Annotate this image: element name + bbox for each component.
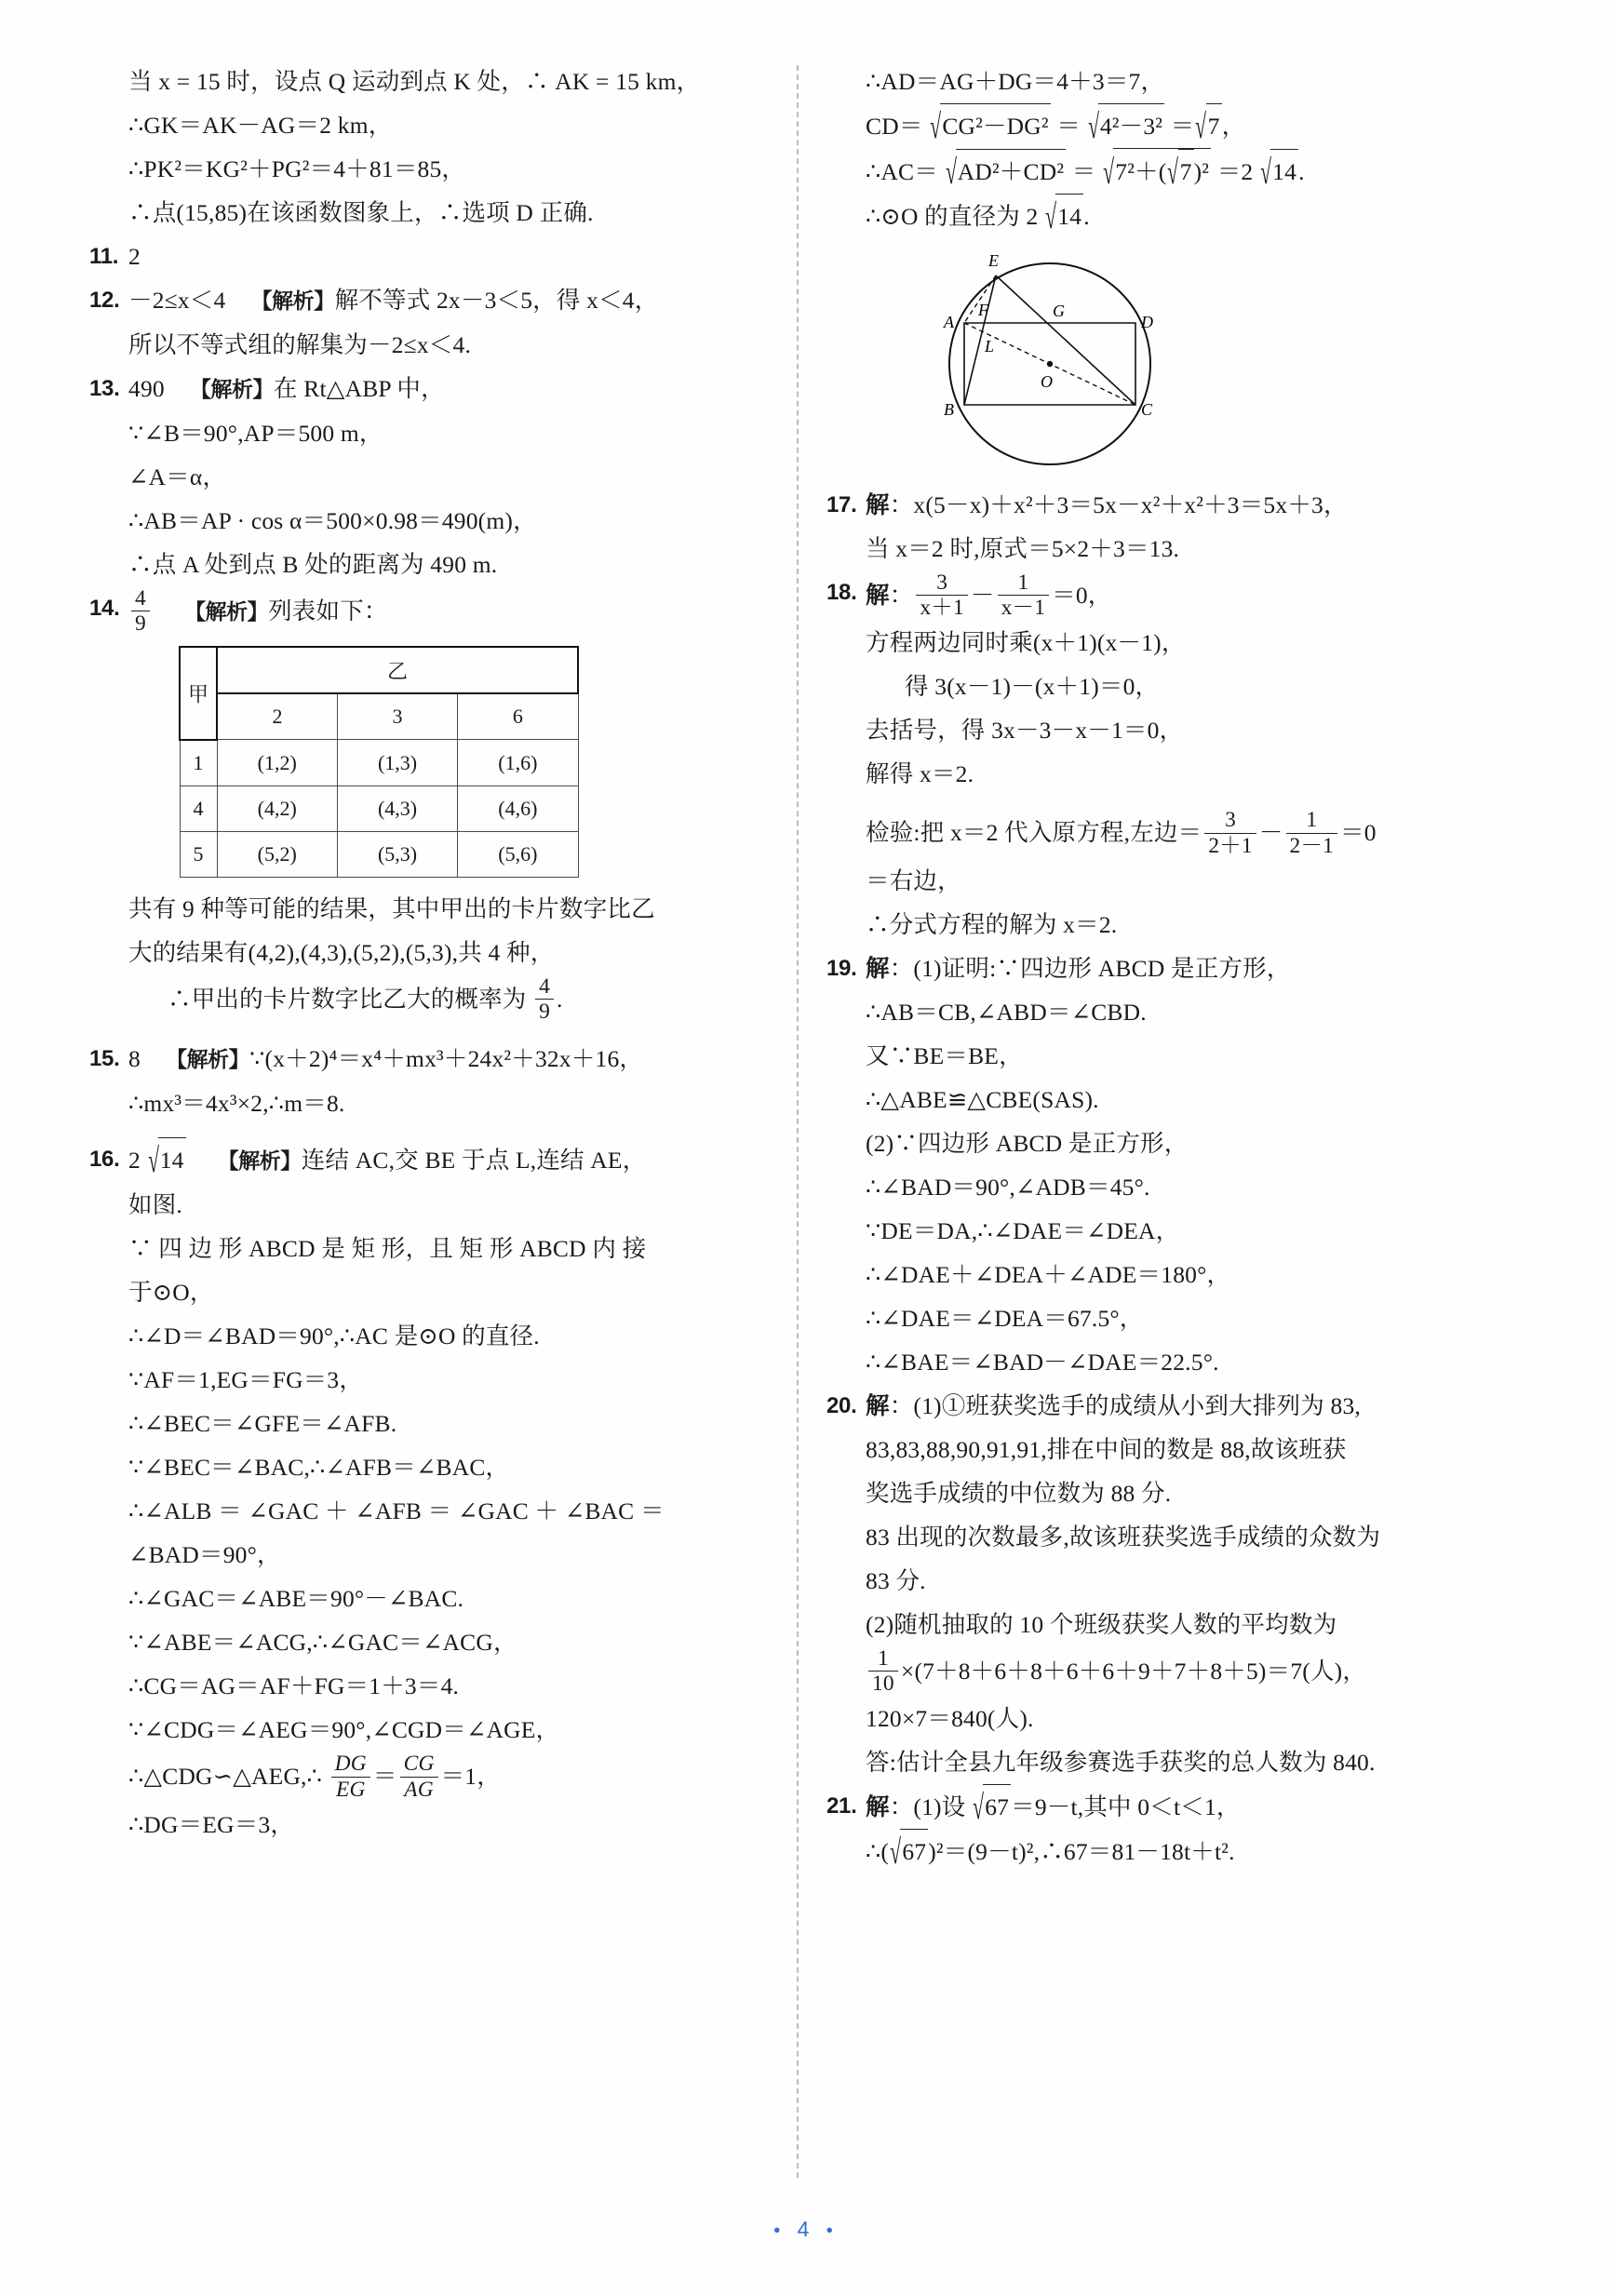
solution-label: 解 xyxy=(866,954,890,982)
item-number: 19. xyxy=(826,955,857,981)
cd-suffix: ， xyxy=(1221,113,1246,140)
fraction-denominator: 10 xyxy=(872,1672,894,1697)
solution-first-line xyxy=(866,1384,1478,1428)
verification-line xyxy=(866,808,1478,858)
solution-line: 83 分. xyxy=(866,1566,926,1594)
table-cell: (5,6) xyxy=(458,831,578,877)
analysis-line: 共有 9 种等可能的结果，其中甲出的卡片数字比乙 xyxy=(128,894,655,922)
solution-suffix: ＝9－t,其中 0＜t＜1， xyxy=(1011,1793,1241,1821)
analysis-first-line: 在 Rt△ABP 中， xyxy=(274,375,445,402)
row-axis-label: 甲 xyxy=(188,683,209,707)
solution-line: 83,83,88,90,91,91,排在中间的数是 88,故该班获 xyxy=(866,1435,1347,1463)
analysis-line: 所以不等式组的解集为－2≤x＜4. xyxy=(128,331,472,358)
solution-line: 又∵BE＝BE， xyxy=(866,1041,1023,1069)
item-number: 14. xyxy=(89,596,120,621)
solution-label: 解 xyxy=(866,1391,890,1419)
verification-prefix: 检验:把 x＝2 代入原方程,左边＝ xyxy=(866,819,1202,847)
answer-coefficient: 2 xyxy=(128,1147,141,1175)
intro-line-2: ∴GK＝AK－AG＝2 km， xyxy=(128,112,393,139)
similar-triangles-line xyxy=(128,1752,741,1802)
fraction-denominator: x＋1 xyxy=(920,596,964,621)
fraction-denominator: EG xyxy=(335,1777,366,1802)
solution-line: 解得 x＝2. xyxy=(866,760,974,788)
similar-suffix: ＝1， xyxy=(440,1763,501,1791)
fraction-numerator: 3 xyxy=(916,571,968,596)
outcomes-table xyxy=(179,646,579,878)
answer-item-15 xyxy=(89,1037,741,1125)
item-number: 21. xyxy=(826,1793,857,1819)
sqrt-icon: √CG²－DG² xyxy=(929,103,1051,148)
similar-prefix: ∴△CDG∽△AEG,∴ xyxy=(128,1763,323,1791)
radicand: 14 xyxy=(158,1137,186,1182)
sqrt-icon: √4²－3² xyxy=(1087,103,1165,148)
table-cell: (1,2) xyxy=(217,740,337,786)
table-row xyxy=(180,785,578,831)
fraction-numerator: 1 xyxy=(1286,808,1338,833)
segment-EC xyxy=(996,275,1135,405)
item-answer-with-tag xyxy=(128,1137,741,1183)
ratio-fraction-1 xyxy=(331,1752,370,1802)
solution-line-2 xyxy=(866,1829,1478,1873)
solution-line: 当 x＝2 时,原式＝5×2＋3＝13. xyxy=(866,535,1180,562)
analysis-line: ∵∠ABE＝∠ACG,∴∠GAC＝∠ACG， xyxy=(128,1629,517,1657)
final-line: ∴DG＝EG＝3， xyxy=(128,1810,295,1838)
table-cell: (1,3) xyxy=(337,740,457,786)
solution-label: 解 xyxy=(866,582,890,610)
table-cell: (4,2) xyxy=(217,785,337,831)
answer-item-19 xyxy=(826,947,1478,1384)
solution-first-line xyxy=(866,947,1478,990)
fraction-denominator: 9 xyxy=(539,1000,551,1025)
table-cell: (5,3) xyxy=(337,831,457,877)
item-answer: 490 xyxy=(128,375,165,402)
sqrt-icon: √14 xyxy=(147,1137,186,1182)
answer-item-21 xyxy=(826,1784,1478,1873)
item-number: 18. xyxy=(826,580,857,605)
table-cell: (1,6) xyxy=(458,740,578,786)
solution-line: ∴△ABE≌△CBE(SAS). xyxy=(866,1085,1099,1113)
item-answer: 2 xyxy=(128,243,141,270)
item-answer: 8 xyxy=(128,1045,141,1073)
radicand: 4²－3² xyxy=(1098,103,1164,148)
inner-radicand: 7 xyxy=(1178,149,1194,194)
label-A: A xyxy=(944,313,954,331)
item-answer-with-tag xyxy=(128,367,741,411)
intro-line-4: ∴点(15,85)在该函数图象上，∴选项 D 正确. xyxy=(128,199,594,226)
analysis-line: ∵AF＝1,EG＝FG＝3， xyxy=(128,1366,364,1394)
solution-line: 去括号，得 3x－3－x－1＝0， xyxy=(866,717,1184,745)
item-number: 11. xyxy=(89,244,119,269)
sqrt-icon: √67 xyxy=(972,1784,1011,1829)
conclusion-line xyxy=(128,974,741,1025)
radicand: 14 xyxy=(1055,194,1083,238)
col-header: 2 xyxy=(217,693,337,740)
fraction-denominator: x－1 xyxy=(1001,596,1046,621)
table-cell: (5,2) xyxy=(217,831,337,877)
fraction-1 xyxy=(916,571,968,621)
analysis-tag: 【解析】 xyxy=(190,377,275,401)
answer-item-16 xyxy=(89,1137,741,1846)
item-answer: －2≤x＜4 xyxy=(128,287,226,314)
item-number: 16. xyxy=(89,1147,120,1173)
col-header: 3 xyxy=(337,693,457,740)
analysis-line: ∴AB＝AP · cos α＝500×0.98＝490(m)， xyxy=(128,507,537,534)
cd-computation-line xyxy=(826,103,1478,148)
solution-line: (2)∵四边形 ABCD 是正方形， xyxy=(866,1129,1189,1157)
analysis-tag: 【解析】 xyxy=(250,289,335,313)
fraction-denominator: 2－1 xyxy=(1289,833,1335,858)
solution-line: ＝右边， xyxy=(866,866,961,894)
table-subheader-row xyxy=(180,693,578,740)
solution-label: 解 xyxy=(866,1793,890,1821)
radicand: AD²＋CD² xyxy=(956,149,1066,194)
equals-sign: ＝ xyxy=(1170,113,1195,140)
label-O: O xyxy=(1041,372,1053,391)
sqrt-icon: √7²＋(√7)² xyxy=(1102,148,1211,194)
radicand-post: )² xyxy=(1193,158,1210,185)
analysis-line: 如图. xyxy=(128,1191,182,1219)
analysis-first-line: 列表如下： xyxy=(268,597,388,625)
radicand-pre: 7²＋( xyxy=(1115,158,1167,185)
conclusion-fraction xyxy=(535,974,554,1025)
analysis-first-line: ∵(x＋2)⁴＝x⁴＋mx³＋24x²＋32x＋16， xyxy=(249,1045,644,1073)
footer-dot-right: • xyxy=(826,2221,839,2241)
operator: － xyxy=(1258,819,1283,847)
answer-line: 答:估计全县九年级参赛选手获奖的总人数为 840. xyxy=(866,1749,1376,1777)
left-column xyxy=(89,60,774,2163)
label-D: D xyxy=(1141,313,1153,331)
item-number: 15. xyxy=(89,1046,120,1072)
colon: ： xyxy=(889,582,914,610)
fraction-denominator: 9 xyxy=(135,611,146,637)
equals-sign: ＝ xyxy=(372,1763,397,1791)
solution-line: ∴∠DAE＋∠DEA＋∠ADE＝180°， xyxy=(866,1260,1231,1288)
analysis-line: ∴∠BEC＝∠GFE＝∠AFB. xyxy=(128,1410,397,1438)
center-point-O xyxy=(1047,361,1053,367)
fraction-numerator: 1 xyxy=(868,1646,898,1672)
analysis-line: ∵∠B＝90°,AP＝500 m， xyxy=(128,420,383,447)
equals-sign: ＝ xyxy=(1056,113,1081,140)
analysis-line: ∴∠ALB ＝ ∠GAC ＋ ∠AFB ＝ ∠GAC ＋ ∠BAC ＝ xyxy=(128,1497,665,1525)
analysis-tag: 【解析】 xyxy=(184,599,269,624)
table-row xyxy=(180,740,578,786)
analysis-first-line: 解不等式 2x－3＜5，得 x＜4， xyxy=(334,287,659,314)
analysis-line: ∠A＝α， xyxy=(128,463,227,490)
analysis-tag: 【解析】 xyxy=(166,1047,250,1072)
ac-prefix: ∴AC＝ xyxy=(866,158,938,185)
table-header-row xyxy=(180,647,578,693)
sqrt-icon: √AD²＋CD² xyxy=(945,149,1067,194)
analysis-line: ∴点 A 处到点 B 处的距离为 490 m. xyxy=(128,551,498,578)
sqrt-icon: √67 xyxy=(889,1829,928,1873)
item-answer-with-tag xyxy=(128,586,741,637)
solution-text: ：x(5－x)＋x²＋3＝5x－x²＋x²＋3＝5x＋3， xyxy=(889,491,1348,518)
solution-suffix: )²＝(9－t)²,∴67＝81－18t＋t². xyxy=(928,1838,1235,1866)
radicand: 67 xyxy=(983,1784,1011,1829)
answer-item-17 xyxy=(826,483,1478,571)
answer-item-20 xyxy=(826,1384,1478,1784)
solution-line: ∴∠DAE＝∠DEA＝67.5°， xyxy=(866,1304,1144,1332)
fraction-denominator: 2＋1 xyxy=(1208,833,1253,858)
fraction-numerator: CG xyxy=(400,1752,438,1777)
fraction-denominator: AG xyxy=(404,1777,434,1802)
table-cell: (4,3) xyxy=(337,785,457,831)
equals-sign: ＝ xyxy=(1071,158,1096,185)
fraction-numerator: 3 xyxy=(1204,808,1256,833)
solution-equation-line xyxy=(866,571,1478,621)
table-cell: (4,6) xyxy=(458,785,578,831)
analysis-line: ∠BAD＝90°， xyxy=(128,1541,281,1569)
label-E: E xyxy=(988,251,999,270)
inner-sqrt-icon: √7 xyxy=(1166,149,1193,194)
solution-line: ∴∠BAE＝∠BAD－∠DAE＝22.5°. xyxy=(866,1348,1219,1376)
fraction-2 xyxy=(998,571,1050,621)
solution-line: ∴分式方程的解为 x＝2. xyxy=(866,910,1118,938)
cd-prefix: CD＝ xyxy=(866,113,923,140)
solution-line: ∵DE＝DA,∴∠DAE＝∠DEA， xyxy=(866,1216,1180,1244)
solution-line: 奖选手成绩的中位数为 88 分. xyxy=(866,1479,1172,1507)
solution-line: ∴AB＝CB,∠ABD＝∠CBD. xyxy=(866,998,1147,1026)
fraction-2 xyxy=(1286,808,1338,858)
answer-item-18 xyxy=(826,571,1478,947)
item-number: 17. xyxy=(826,492,857,517)
analysis-line: ∴∠D＝∠BAD＝90°,∴AC 是⊙O 的直径. xyxy=(128,1323,540,1350)
analysis-line: ∴∠GAC＝∠ABE＝90°－∠BAC. xyxy=(128,1585,464,1613)
page-number-footer xyxy=(0,2217,1612,2242)
sqrt-icon: √14 xyxy=(1259,149,1298,194)
label-F: F xyxy=(978,301,988,319)
operator: － xyxy=(970,582,995,610)
ac-computation-line xyxy=(826,148,1478,194)
solution-text: ：(1)证明:∵四边形 ABCD 是正方形， xyxy=(889,954,1291,982)
equals-sign: ＝2 xyxy=(1216,158,1254,185)
answer-fraction xyxy=(131,586,150,637)
analysis-tag: 【解析】 xyxy=(217,1148,302,1174)
average-expression: ×(7＋8＋6＋8＋6＋6＋9＋7＋8＋5)＝7(人)， xyxy=(900,1658,1367,1685)
two-column-body xyxy=(89,60,1523,2163)
item-answer-with-tag xyxy=(128,1037,741,1081)
answer-item-12 xyxy=(89,278,741,367)
equation-tail: ＝0， xyxy=(1052,582,1112,610)
intro-line-3: ∴PK²＝KG²＋PG²＝4＋81＝85， xyxy=(128,155,466,182)
solution-line: 得 3(x－1)－(x＋1)＝0， xyxy=(905,673,1160,701)
row-header: 5 xyxy=(180,831,217,877)
analysis-line: ∵∠CDG＝∠AEG＝90°,∠CGD＝∠AGE， xyxy=(128,1716,560,1744)
solution-first-line xyxy=(866,483,1478,527)
ac-suffix: . xyxy=(1298,158,1305,185)
col-axis-label: 乙 xyxy=(217,647,578,693)
intro-line-1: 当 x = 15 时，设点 Q 运动到点 K 处，∴ AK = 15 km， xyxy=(128,68,701,95)
analysis-line: ∵∠BEC＝∠BAC,∴∠AFB＝∠BAC， xyxy=(128,1454,510,1482)
item-number: 12. xyxy=(89,288,120,313)
analysis-line: ∵ 四 边 形 ABCD 是 矩 形，且 矩 形 ABCD 内 接 xyxy=(128,1235,647,1263)
solution-label: 解 xyxy=(866,491,890,518)
conclusion-suffix: . xyxy=(557,986,563,1014)
conclusion-prefix: ∴甲出的卡片数字比乙大的概率为 xyxy=(168,986,527,1014)
analysis-line: 于⊙O， xyxy=(128,1279,214,1307)
solution-text: ：(1)①班获奖选手的成绩从小到大排列为 83, xyxy=(889,1391,1361,1419)
right-column xyxy=(774,60,1478,2163)
radicand: CG²－DG² xyxy=(940,103,1050,148)
analysis-line: ∴CG＝AG＝AF＋FG＝1＋3＝4. xyxy=(128,1672,460,1700)
diameter-prefix: ∴⊙O 的直径为 2 xyxy=(866,203,1039,230)
table-corner-cell xyxy=(180,647,217,740)
solution-line: ∴∠BAD＝90°,∠ADB＝45°. xyxy=(866,1173,1150,1201)
row-header: 1 xyxy=(180,740,217,786)
ratio-fraction-2 xyxy=(400,1752,438,1802)
solution-line: 120×7＝840(人). xyxy=(866,1705,1034,1733)
radicand: 67 xyxy=(900,1829,928,1873)
radicand: 7 xyxy=(1206,103,1222,148)
sqrt-icon: √14 xyxy=(1044,194,1083,238)
solution-prefix: ：(1)设 xyxy=(889,1793,973,1821)
label-B: B xyxy=(944,400,954,419)
analysis-first-line: 连结 AC,交 BE 于点 L,连结 AE， xyxy=(301,1147,647,1175)
solution-prefix: ∴( xyxy=(866,1838,890,1866)
row-header: 4 xyxy=(180,785,217,831)
item-number: 13. xyxy=(89,376,120,401)
label-C: C xyxy=(1141,400,1153,419)
item-answer-with-tag xyxy=(128,278,741,323)
solution-first-line xyxy=(866,1784,1478,1829)
fraction-1 xyxy=(1204,808,1256,858)
table-row xyxy=(180,831,578,877)
footer-dot-left: • xyxy=(773,2221,786,2241)
analysis-line: 大的结果有(4,2),(4,3),(5,2),(5,3),共 4 种， xyxy=(128,938,555,966)
col-header: 6 xyxy=(458,693,578,740)
answer-item-13 xyxy=(89,367,741,586)
average-computation-line xyxy=(866,1646,1478,1697)
analysis-line: ∴mx³＝4x³×2,∴m＝8. xyxy=(128,1090,345,1118)
fraction-numerator: 4 xyxy=(131,586,150,611)
average-fraction xyxy=(868,1646,898,1697)
solution-line: 83 出现的次数最多,故该班获奖选手成绩的众数为 xyxy=(866,1523,1381,1551)
solution-line: 方程两边同时乘(x＋1)(x－1)， xyxy=(866,629,1186,657)
diameter-suffix: . xyxy=(1083,203,1090,230)
fraction-numerator: 4 xyxy=(535,974,554,1000)
circle-figure-wrapper xyxy=(826,238,1478,483)
circle-geometry-diagram xyxy=(854,246,1245,478)
radicand: 14 xyxy=(1270,149,1298,194)
answer-item-11 xyxy=(89,235,741,278)
page-number: 4 xyxy=(797,2217,815,2241)
label-L: L xyxy=(985,337,995,356)
solution-line: (2)随机抽取的 10 个班级获奖人数的平均数为 xyxy=(866,1610,1337,1638)
right-top-line: ∴AD＝AG＋DG＝4＋3＝7， xyxy=(866,68,1165,95)
answer-item-14 xyxy=(89,586,741,1025)
fraction-numerator: 1 xyxy=(998,571,1050,596)
label-G: G xyxy=(1053,302,1065,320)
sqrt-icon: √7 xyxy=(1194,103,1221,148)
fraction-numerator: DG xyxy=(331,1752,370,1777)
outcomes-table-wrapper xyxy=(128,637,741,887)
item-number: 20. xyxy=(826,1392,857,1418)
verification-tail: ＝0 xyxy=(1340,819,1377,847)
diameter-line xyxy=(826,194,1478,238)
